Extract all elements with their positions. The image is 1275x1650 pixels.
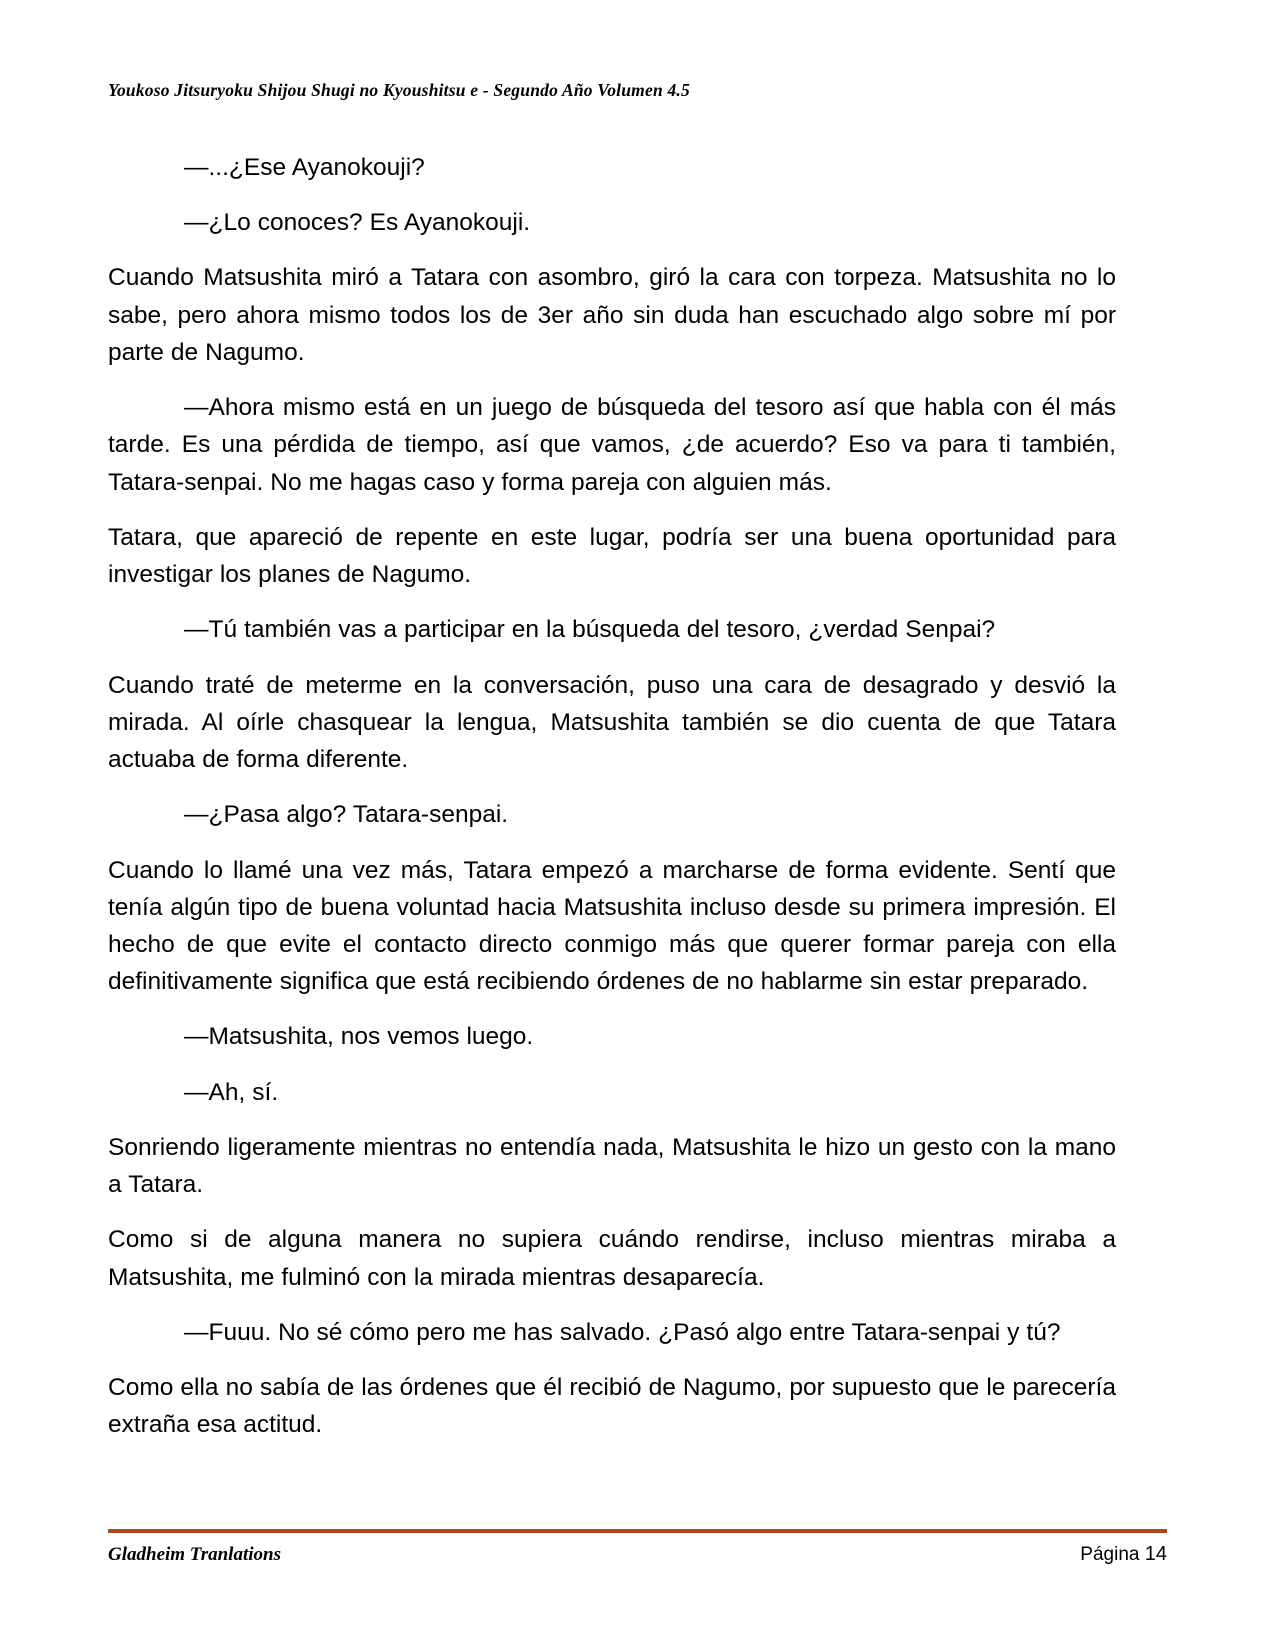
page-label: Página (1080, 1544, 1140, 1565)
paragraph: —...¿Ese Ayanokouji? (184, 154, 425, 181)
paragraph: —Ahora mismo está en un juego de búsqueda del tesoro así que habla con él más tarde. Es una pérdida de tiempo, así que vamos, ¿de acuerdo? Eso va para ti también, Tatara-senpai. No me hagas caso y forma pareja con alguien más. (108, 394, 1116, 496)
paragraph: —Tú también vas a participar en la búsqueda del tesoro, ¿verdad Senpai? (184, 616, 996, 644)
body-text (108, 149, 1116, 1444)
page-footer (108, 1529, 1167, 1566)
paragraph: Cuando Matsushita miró a Tatara con asombro, giró la cara con torpeza. Matsushita no lo sabe, pero ahora mismo todos los de 3er año sin duda han escuchado algo sobre mí por parte de Nagumo. (108, 264, 1116, 366)
page-number: 14 (1144, 1543, 1167, 1565)
footer-credit: Gladheim Tranlations (108, 1544, 281, 1565)
footer-row (108, 1543, 1167, 1566)
paragraph: Sonriendo ligeramente mientras no entendía nada, Matsushita le hizo un gesto con la mano a Tatara. (108, 1133, 1116, 1199)
paragraph: —Matsushita, nos vemos luego. (184, 1023, 534, 1051)
paragraph: —Ah, sí. (184, 1078, 279, 1106)
paragraph: Como ella no sabía de las órdenes que él recibió de Nagumo, por supuesto que le parecería extraña esa actitud. (108, 1374, 1116, 1439)
paragraph: Cuando traté de meterme en la conversación, puso una cara de desagrado y desvió la mirada. Al oírle chasquear la lengua, Matsushita también se dio cuenta de que Tatara actuaba de forma diferente. (108, 671, 1116, 774)
paragraph: Como si de alguna manera no supiera cuándo rendirse, incluso mientras miraba a Matsushita, me fulminó con la mirada mientras desaparecía. (108, 1226, 1116, 1291)
paragraph: —¿Lo conoces? Es Ayanokouji. (184, 209, 531, 237)
paragraph: Tatara, que apareció de repente en este lugar, podría ser una buena oportunidad para investigar los planes de Nagumo. (108, 523, 1116, 589)
footer-page-indicator (1080, 1543, 1167, 1566)
paragraph: Cuando lo llamé una vez más, Tatara empezó a marcharse de forma evidente. Sentí que tenía algún tipo de buena voluntad hacia Matsushita incluso desde su primera impresión. El hecho de que evite el contacto directo conmigo más que querer formar pareja con ella definitivamente significa que está recibiendo órdenes de no hablarme sin estar preparado. (108, 856, 1116, 996)
footer-divider (108, 1529, 1167, 1533)
paragraph: —¿Pasa algo? Tatara-senpai. (184, 801, 509, 829)
page-header: Youkoso Jitsuryoku Shijou Shugi no Kyoushitsu e - Segundo Año Volumen 4.5 (108, 80, 690, 100)
paragraph: —Fuuu. No sé cómo pero me has salvado. ¿Pasó algo entre Tatara-senpai y tú? (184, 1318, 1061, 1346)
